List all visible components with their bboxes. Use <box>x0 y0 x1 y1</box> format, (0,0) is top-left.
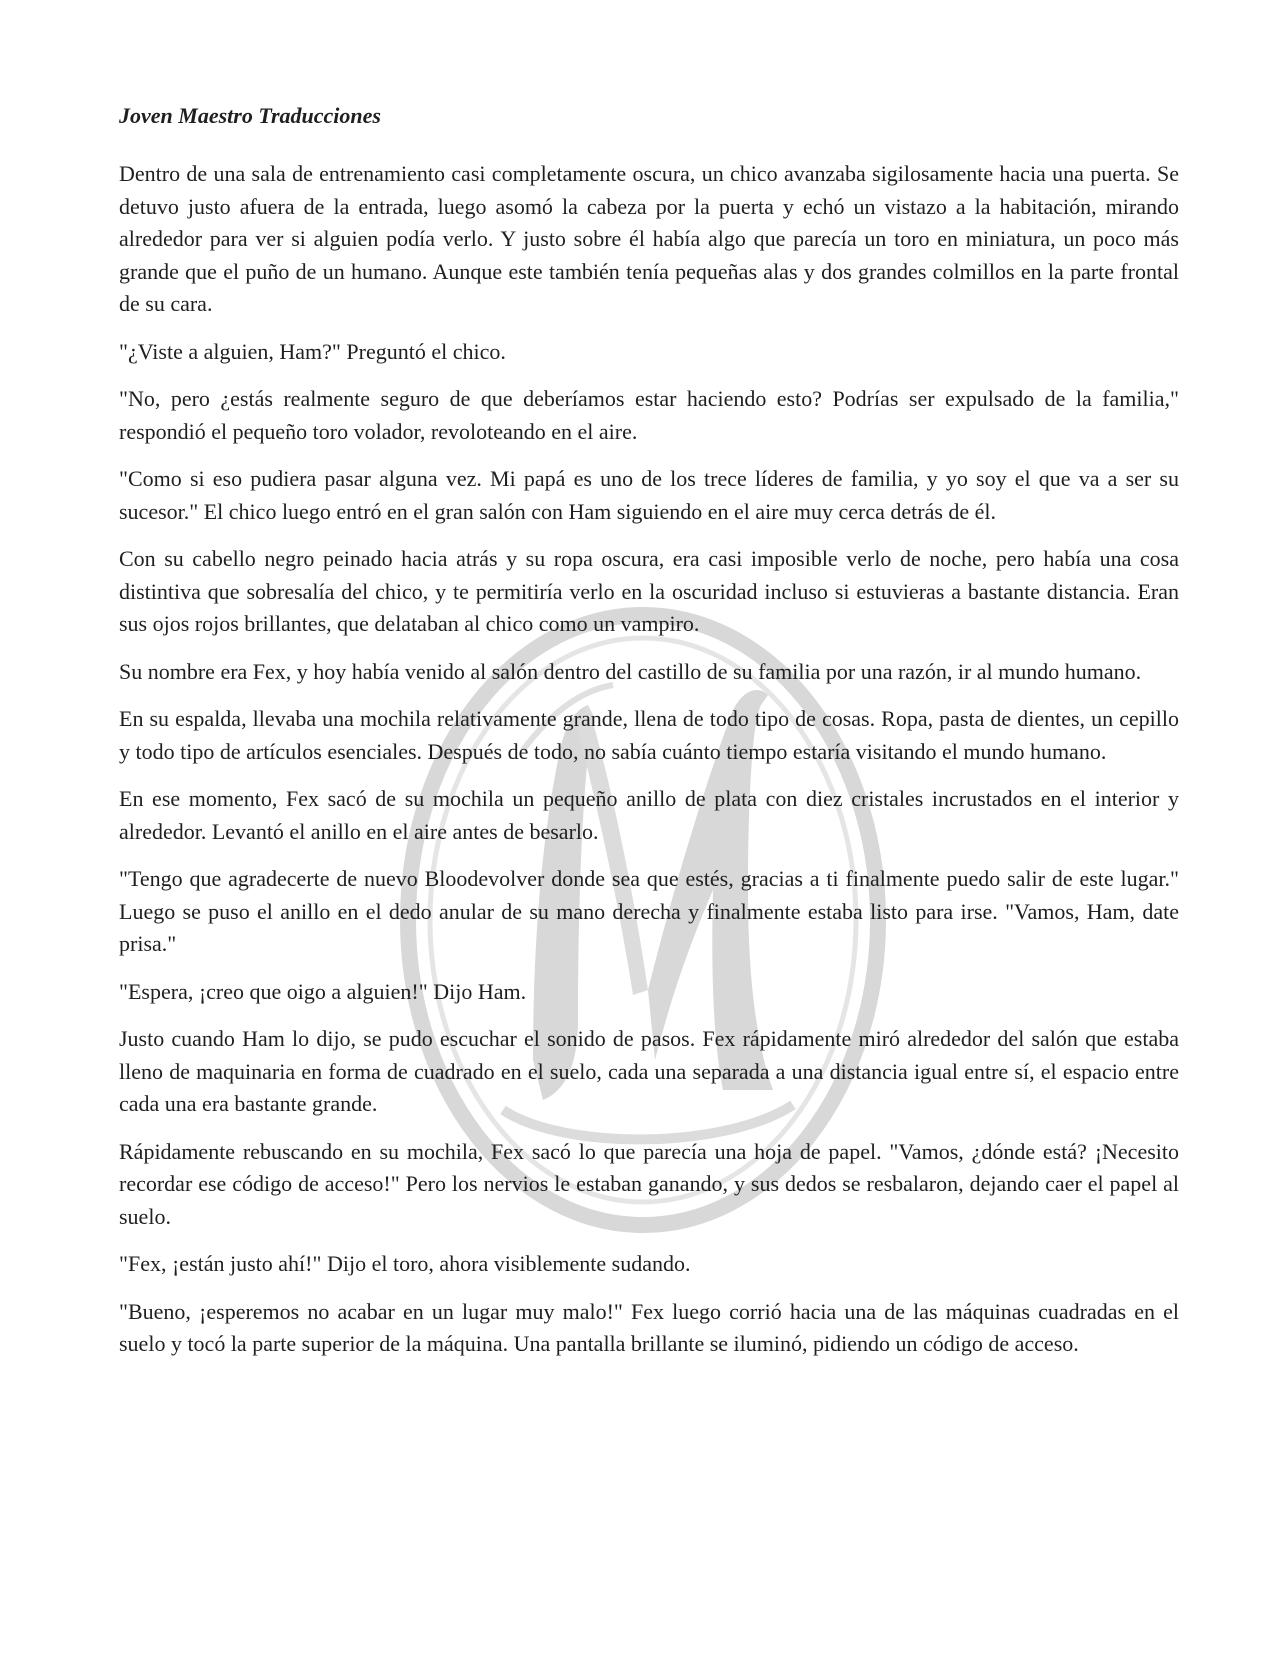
paragraph: "Espera, ¡creo que oigo a alguien!" Dijo Ham. <box>119 978 527 1004</box>
paragraph: Rápidamente rebuscando en su mochila, Fex sacó lo que parecía una hoja de papel. "Vamos, ¿dónde está? ¡Necesito recordar ese código de acceso!" Pero los nervios le estaban ganando, y sus dedos se resbalaron, dejando caer el papel al suelo. <box>119 1138 1179 1229</box>
paragraph: "No, pero ¿estás realmente seguro de que deberíamos estar haciendo esto? Podrías ser expulsado de la familia," respondió el pequeño toro volador, revoloteando en el aire. <box>119 386 1179 444</box>
paragraph: Su nombre era Fex, y hoy había venido al salón dentro del castillo de su familia por una razón, ir al mundo humano. <box>119 658 1142 684</box>
paragraph: Justo cuando Ham lo dijo, se pudo escuchar el sonido de pasos. Fex rápidamente miró alrededor del salón que estaba lleno de maquinaria en forma de cuadrado en el suelo, cada una separada a una distancia igual entre sí, el espacio entre cada una era bastante grande. <box>119 1026 1179 1116</box>
paragraph: En su espalda, llevaba una mochila relativamente grande, llena de todo tipo de cosas. Ropa, pasta de dientes, un cepillo y todo tipo de artículos esenciales. Después de todo, no sabía cuánto tiempo estaría visitando el mundo humano. <box>119 706 1179 764</box>
paragraph: "Bueno, ¡esperemos no acabar en un lugar muy malo!" Fex luego corrió hacia una de las máquinas cuadradas en el suelo y tocó la parte superior de la máquina. Una pantalla brillante se iluminó, pidiendo un código de acceso. <box>119 1298 1179 1356</box>
document-title: Joven Maestro Traducciones <box>119 103 381 128</box>
paragraph: Dentro de una sala de entrenamiento casi completamente oscura, un chico avanzaba sigilosamente hacia una puerta. Se detuvo justo afuera de la entrada, luego asomó la cabeza por la puerta y echó un vistazo a la habitación, mirando alrededor para ver si alguien podía verlo. Y justo sobre él había algo que parecía un toro en miniatura, un poco más grande que el puño de un humano. Aunque este también tenía pequeñas alas y dos grandes colmillos en la parte frontal de su cara. <box>119 161 1179 316</box>
document-page <box>119 100 1179 1376</box>
paragraph: "Como si eso pudiera pasar alguna vez. Mi papá es uno de los trece líderes de familia, y yo soy el que va a ser su sucesor." El chico luego entró en el gran salón con Ham siguiendo en el aire muy cerca detrás de él. <box>119 466 1179 524</box>
paragraph: "Fex, ¡están justo ahí!" Dijo el toro, ahora visiblemente sudando. <box>119 1251 691 1276</box>
paragraph: Con su cabello negro peinado hacia atrás y su ropa oscura, era casi imposible verlo de noche, pero había una cosa distintiva que sobresalía del chico, y te permitiría verlo en la oscuridad incluso si estuvieras a bastante distancia. Eran sus ojos rojos brillantes, que delataban al chico como un vampiro. <box>119 546 1179 636</box>
paragraph: En ese momento, Fex sacó de su mochila un pequeño anillo de plata con diez cristales incrustados en el interior y alrededor. Levantó el anillo en el aire antes de besarlo. <box>119 786 1179 844</box>
paragraph: "¿Viste a alguien, Ham?" Preguntó el chico. <box>119 338 506 364</box>
paragraph: "Tengo que agradecerte de nuevo Bloodevolver donde sea que estés, gracias a ti finalmente puedo salir de este lugar." Luego se puso el anillo en el dedo anular de su mano derecha y finalmente estaba listo para irse. "Vamos, Ham, date prisa." <box>119 866 1179 956</box>
